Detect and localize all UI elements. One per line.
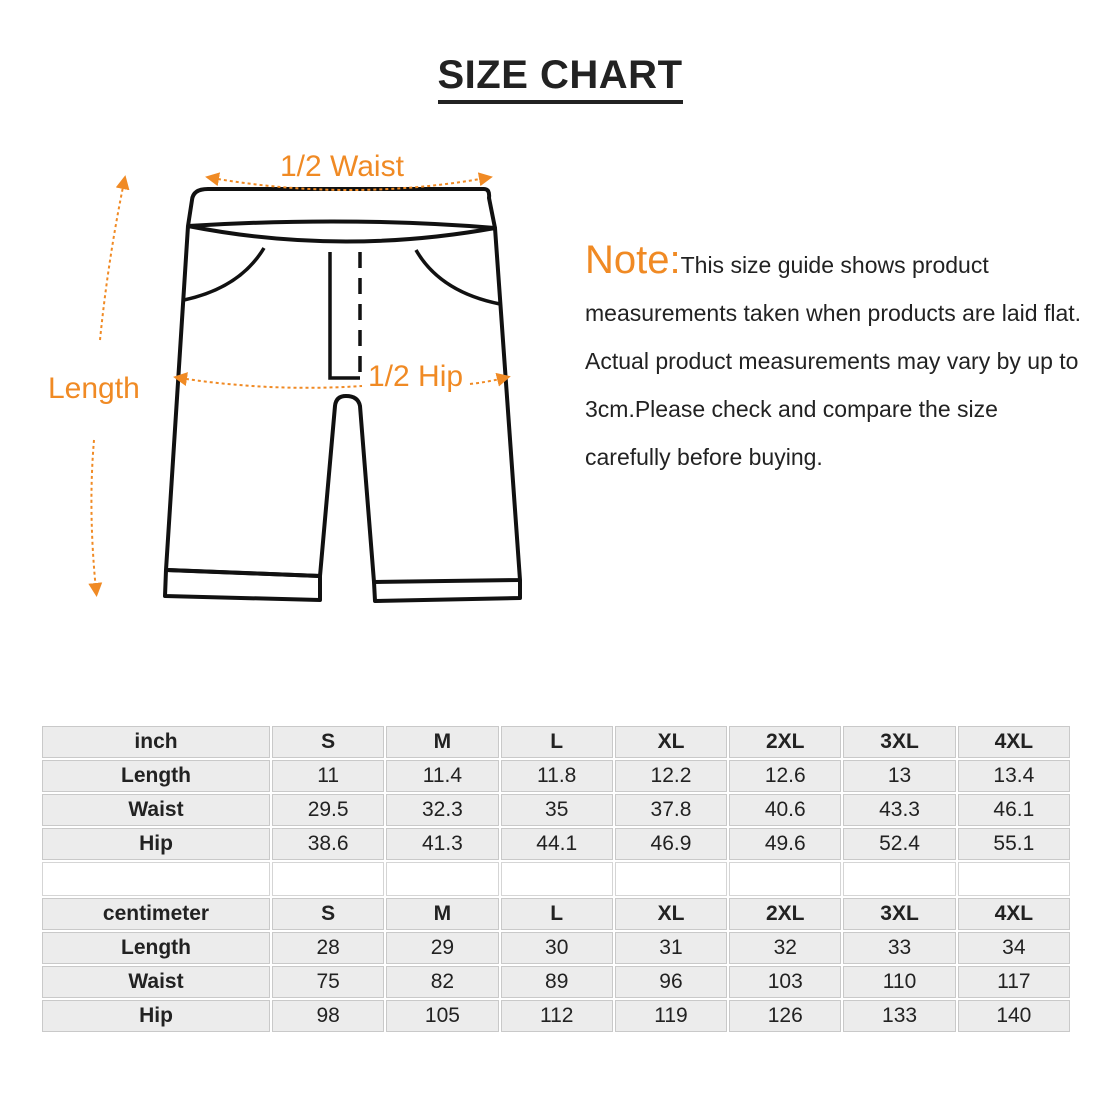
spacer-cell xyxy=(615,862,727,896)
size-label: M xyxy=(386,726,498,758)
table-cell: 117 xyxy=(958,966,1070,998)
size-label: 3XL xyxy=(843,898,955,930)
table-cell: 105 xyxy=(386,1000,498,1032)
table-cell: 46.9 xyxy=(615,828,727,860)
spacer-cell xyxy=(958,862,1070,896)
table-cell: 49.6 xyxy=(729,828,841,860)
table-cell: 119 xyxy=(615,1000,727,1032)
row-label: Length xyxy=(42,932,270,964)
table-cell: 52.4 xyxy=(843,828,955,860)
row-label: Hip xyxy=(42,1000,270,1032)
table-cell: 32.3 xyxy=(386,794,498,826)
table-row xyxy=(42,794,1070,826)
table-cell: 11.4 xyxy=(386,760,498,792)
right-pocket xyxy=(416,250,500,304)
cm-unit-label: centimeter xyxy=(42,898,270,930)
left-hem-line xyxy=(168,570,320,576)
table-cell: 29.5 xyxy=(272,794,384,826)
spacer-cell xyxy=(729,862,841,896)
left-pocket xyxy=(184,248,264,300)
row-label: Waist xyxy=(42,794,270,826)
table-cell: 133 xyxy=(843,1000,955,1032)
spacer-cell xyxy=(386,862,498,896)
row-label: Waist xyxy=(42,966,270,998)
inch-header-row xyxy=(42,726,1070,758)
row-label: Hip xyxy=(42,828,270,860)
table-cell: 140 xyxy=(958,1000,1070,1032)
table-cell: 103 xyxy=(729,966,841,998)
table-cell: 29 xyxy=(386,932,498,964)
note-heading: Note: xyxy=(585,238,681,282)
table-cell: 30 xyxy=(501,932,613,964)
table-row xyxy=(42,828,1070,860)
table-cell: 126 xyxy=(729,1000,841,1032)
size-label: L xyxy=(501,898,613,930)
table-cell: 43.3 xyxy=(843,794,955,826)
table-cell: 82 xyxy=(386,966,498,998)
table-cell: 110 xyxy=(843,966,955,998)
spacer-cell xyxy=(843,862,955,896)
waistband-outline xyxy=(188,189,495,228)
hip-label: 1/2 Hip xyxy=(368,360,464,393)
size-label: 2XL xyxy=(729,726,841,758)
table-cell: 46.1 xyxy=(958,794,1070,826)
size-label: 4XL xyxy=(958,726,1070,758)
table-cell: 31 xyxy=(615,932,727,964)
length-arrow-bottom xyxy=(91,440,96,590)
table-cell: 34 xyxy=(958,932,1070,964)
table-row xyxy=(42,932,1070,964)
spacer-cell xyxy=(42,862,270,896)
table-cell: 38.6 xyxy=(272,828,384,860)
table-cell: 11.8 xyxy=(501,760,613,792)
table-row xyxy=(42,760,1070,792)
size-label: L xyxy=(501,726,613,758)
table-cell: 89 xyxy=(501,966,613,998)
table-cell: 112 xyxy=(501,1000,613,1032)
length-label: Length xyxy=(48,372,140,405)
cm-header-row xyxy=(42,898,1070,930)
table-cell: 12.6 xyxy=(729,760,841,792)
table-cell: 44.1 xyxy=(501,828,613,860)
table-cell: 11 xyxy=(272,760,384,792)
shorts-illustration xyxy=(0,130,560,630)
size-label: 2XL xyxy=(729,898,841,930)
table-row xyxy=(42,1000,1070,1032)
size-label: S xyxy=(272,726,384,758)
table-cell: 41.3 xyxy=(386,828,498,860)
page-title xyxy=(0,52,1120,104)
size-tables xyxy=(40,724,1072,1034)
table-cell: 96 xyxy=(615,966,727,998)
size-label: XL xyxy=(615,726,727,758)
table-cell: 55.1 xyxy=(958,828,1070,860)
size-table xyxy=(40,724,1072,1034)
hip-arrow-right xyxy=(470,378,504,384)
table-cell: 75 xyxy=(272,966,384,998)
size-label: 3XL xyxy=(843,726,955,758)
table-cell: 40.6 xyxy=(729,794,841,826)
waist-label: 1/2 Waist xyxy=(280,150,404,183)
size-label: M xyxy=(386,898,498,930)
size-label: S xyxy=(272,898,384,930)
table-cell: 98 xyxy=(272,1000,384,1032)
table-cell: 35 xyxy=(501,794,613,826)
spacer-cell xyxy=(272,862,384,896)
note-body: This size guide shows product measurements taken when products are laid flat. Actual product measurements may vary by up to 3cm.Please check and compare the size carefully before buying. xyxy=(585,252,1082,470)
size-label: XL xyxy=(615,898,727,930)
table-row xyxy=(42,966,1070,998)
size-label: 4XL xyxy=(958,898,1070,930)
inch-unit-label: inch xyxy=(42,726,270,758)
table-cell: 33 xyxy=(843,932,955,964)
table-cell: 13.4 xyxy=(958,760,1070,792)
length-arrow-top xyxy=(100,182,124,340)
row-label: Length xyxy=(42,760,270,792)
table-cell: 28 xyxy=(272,932,384,964)
page-title-text: SIZE CHART xyxy=(438,52,683,104)
table-cell: 12.2 xyxy=(615,760,727,792)
table-cell: 32 xyxy=(729,932,841,964)
note-block xyxy=(585,236,1085,481)
table-cell: 13 xyxy=(843,760,955,792)
shorts-body-outline xyxy=(166,226,520,582)
fly-outline xyxy=(330,252,360,378)
table-spacer-row xyxy=(42,862,1070,896)
table-cell: 37.8 xyxy=(615,794,727,826)
spacer-cell xyxy=(501,862,613,896)
